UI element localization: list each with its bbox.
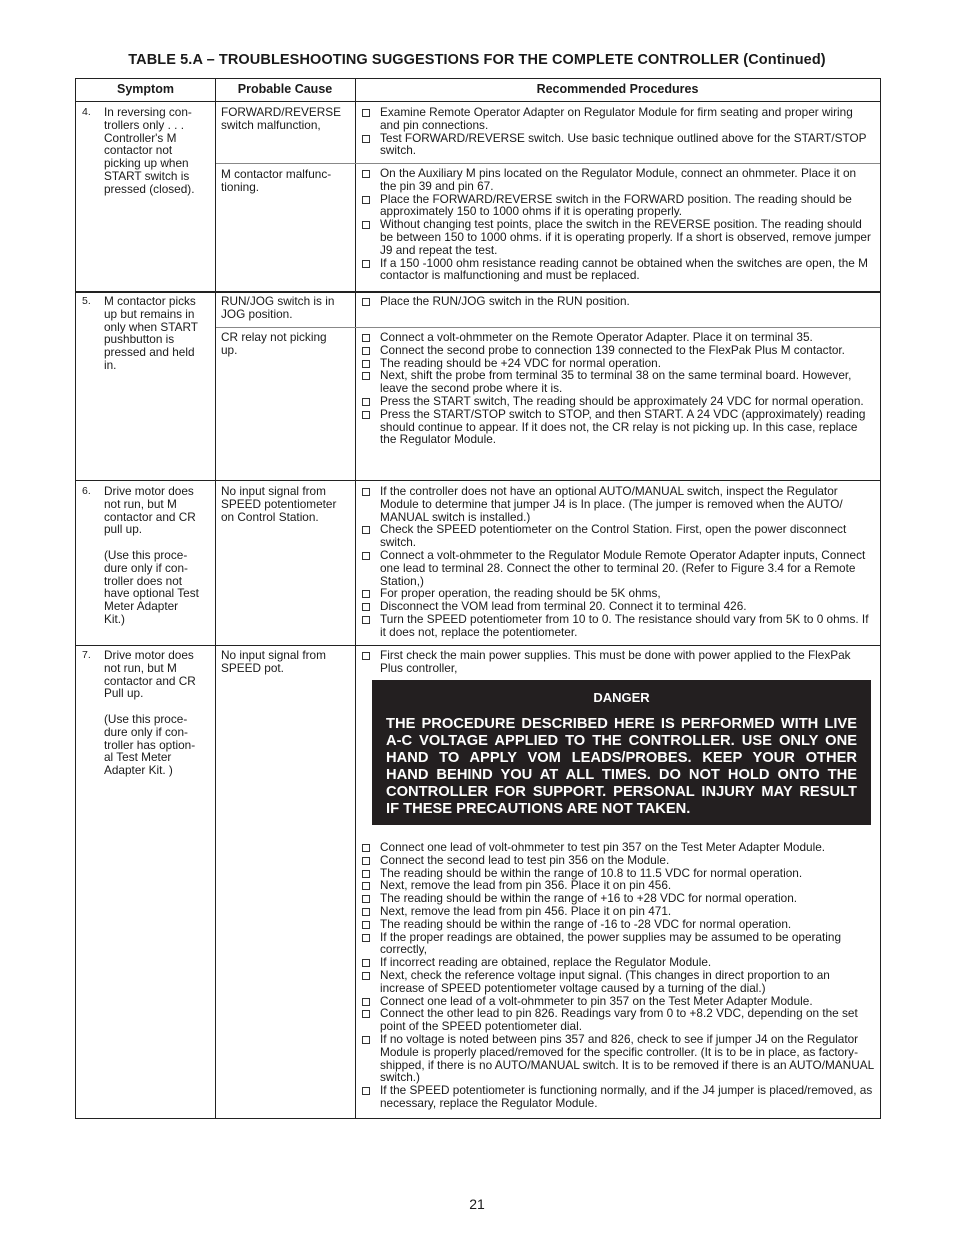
probable-cause-cell: RUN/JOG switch is in JOG position. [221,294,335,321]
procedure-item: Press the START switch, The reading should be approximately 24 VDC for normal operation. [360,395,874,408]
procedure-list [360,485,874,639]
procedure-item: Connect a volt-ohmmeter to the Regulator Module Remote Operator Adapter inputs, Connect one lead to terminal 28. Connect the other to terminal 20. (Refer to Figure 3.4 for a Remote Station,) [360,549,874,587]
procedure-list [360,295,874,308]
probable-cause-cell: FORWARD/REVERSE switch malfunction, [221,105,341,132]
procedure-item: Check the SPEED potentiometer on the Control Station. First, open the power disconnect switch. [360,523,874,549]
header-recommended-procedures: Recommended Procedures [536,82,699,96]
row-rule [76,291,880,293]
procedure-item: First check the main power supplies. This must be done with power applied to the FlexPak Plus controller, [360,649,874,675]
header-probable-cause: Probable Cause [237,82,333,96]
page-number: 21 [469,1196,485,1212]
procedure-item: Connect the second probe to connection 139 connected to the FlexPak Plus M contactor. [360,344,874,357]
probable-cause-cell: M contactor malfunc- tioning. [221,167,332,194]
procedure-item: If incorrect reading are obtained, replace the Regulator Module. [360,956,874,969]
procedure-item: Examine Remote Operator Adapter on Regulator Module for firm seating and proper wiring and pin connections. [360,106,874,132]
procedure-item: The reading should be +24 VDC for normal operation. [360,357,874,370]
sub-row-rule [216,163,880,164]
procedure-item: Connect the second lead to test pin 356 on the Module. [360,854,874,867]
procedure-item: Connect a volt-ohmmeter on the Remote Operator Adapter. Place it on terminal 35. [360,331,874,344]
row-rule [76,645,880,646]
sub-row-rule [216,327,880,328]
procedure-item: The reading should be within the range of 10.8 to 11.5 VDC for normal operation. [360,867,874,880]
procedure-item: If the proper readings are obtained, the power supplies may be assumed to be operating correctly, [360,931,874,957]
procedure-item: Connect one lead of volt-ohmmeter to test pin 357 on the Test Meter Adapter Module. [360,841,874,854]
header-rule [76,101,880,102]
danger-text: THE PROCEDURE DESCRIBED HERE IS PERFORMED WITH LIVE A-C VOLTAGE APPLIED TO THE CONTROLLER. USE ONLY ONE HAND TO APPLY VOM LEADS/PROBES. KEEP YOUR OTHER HAND BEHIND YOU AT ALL TIMES. DO NOT HOLD ONTO THE CONTROLLER FOR SUPPORT. PERSONAL INJURY MAY RESULT IF THESE PRECAUTIONS ARE NOT TAKEN. [386,716,857,817]
procedure-item: If the controller does not have an optional AUTO/MANUAL switch, inspect the Regulator Module to determine that jumper J4 is In place. (The jumper is removed when the AUTO/ MANUAL switch is installed.) [360,485,874,523]
procedure-list [360,841,874,1110]
procedure-item: Turn the SPEED potentiometer from 10 to 0. The resistance should vary from 5K to 0 ohms. If it does not, replace the potentiometer. [360,613,874,639]
procedure-item: Test FORWARD/REVERSE switch. Use basic technique outlined above for the START/STOP switch. [360,132,874,158]
procedure-item: Without changing test points, place the switch in the REVERSE position. The reading should be between 150 to 1000 ohms. if it is operating properly. If a short is observed, remove jumper J9 and repeat the test. [360,218,874,256]
procedure-item: Disconnect the VOM lead from terminal 20. Connect it to terminal 426. [360,600,874,613]
symptom-cell: Drive motor does not run, but M contactor and CR Pull up. (Use this proce- dure only if con- troller has option- al Test Meter Adapter Kit. ) [104,648,196,778]
procedure-list [360,106,874,157]
row-number: 4. [82,106,91,118]
probable-cause-cell: CR relay not picking up. [221,330,327,357]
procedure-item: Connect the other lead to pin 826. Readings vary from 0 to +8.2 VDC, depending on the set point of the SPEED potentiometer dial. [360,1007,874,1033]
procedure-item: Next, shift the probe from terminal 35 to terminal 38 on the same terminal board. However, leave the second probe where it is. [360,369,874,395]
danger-heading: DANGER [593,690,650,705]
procedure-item: Next, remove the lead from pin 456. Place it on pin 471. [360,905,874,918]
procedure-item: Press the START/STOP switch to STOP, and then START. A 24 VDC (approximately) reading should continue to appear. If it does not, the CR relay is not picking up. In this case, replace the Regulator Module. [360,408,874,446]
symptom-cell: Drive motor does not run, but M contactor and CR pull up. (Use this proce- dure only if con- troller does not have optional Test Meter Adapter Kit.) [104,484,199,626]
procedure-list [360,167,874,282]
danger-warning-box [372,680,871,825]
column-divider [215,79,216,1118]
troubleshooting-table [75,78,881,1119]
header-symptom: Symptom [117,82,174,96]
row-rule [76,480,880,481]
procedure-item: The reading should be within the range of +16 to +28 VDC for normal operation. [360,892,874,905]
procedure-item: If a 150 -1000 ohm resistance reading cannot be obtained when the switches are open, the M contactor is malfunctioning and must be replaced. [360,257,874,283]
procedure-item: On the Auxiliary M pins located on the Regulator Module, connect an ohmmeter. Place it on the pin 39 and pin 67. [360,167,874,193]
procedure-item: If no voltage is noted between pins 357 and 826, check to see if jumper J4 on the Regulator Module is properly placed/removed for the specific controller. (It is to be in place, as factory-shipped, if there is no AUTO/MANUAL switch. It is to be removed if there is an AUTO/MANUAL switch.) [360,1033,874,1084]
table-title: TABLE 5.A – TROUBLESHOOTING SUGGESTIONS FOR THE COMPLETE CONTROLLER (Continued) [128,52,826,68]
procedure-item: Connect one lead of a volt-ohmmeter to pin 357 on the Test Meter Adapter Module. [360,995,874,1008]
procedure-item: Place the RUN/JOG switch in the RUN position. [360,295,874,308]
column-divider [355,79,356,1118]
procedure-list [360,649,874,675]
procedure-item: The reading should be within the range of -16 to -28 VDC for normal operation. [360,918,874,931]
probable-cause-cell: No input signal from SPEED pot. [221,648,326,675]
procedure-item: For proper operation, the reading should be 5K ohms, [360,587,874,600]
probable-cause-cell: No input signal from SPEED potentiometer on Control Station. [221,484,337,524]
row-number: 7. [82,649,91,661]
procedure-item: Next, remove the lead from pin 356. Place it on pin 456. [360,879,874,892]
symptom-cell: M contactor picks up but remains in only when START pushbutton is pressed and held in. [104,294,198,372]
procedure-item: If the SPEED potentiometer is functioning normally, and if the J4 jumper is placed/removed, as necessary, replace the Regulator Module. [360,1084,874,1110]
symptom-cell: In reversing con- trollers only . . . Controller's M contactor not picking up when START switch is pressed (closed). [104,105,195,196]
procedure-item: Next, check the reference voltage input signal. (This changes in direct proportion to an increase of SPEED potentiometer voltage caused by a turning of the dial.) [360,969,874,995]
procedure-item: Place the FORWARD/REVERSE switch in the FORWARD position. The reading should be approximately 150 to 1000 ohms if it is operating properly. [360,193,874,219]
row-number: 5. [82,295,91,307]
procedure-list [360,331,874,446]
row-number: 6. [82,485,91,497]
